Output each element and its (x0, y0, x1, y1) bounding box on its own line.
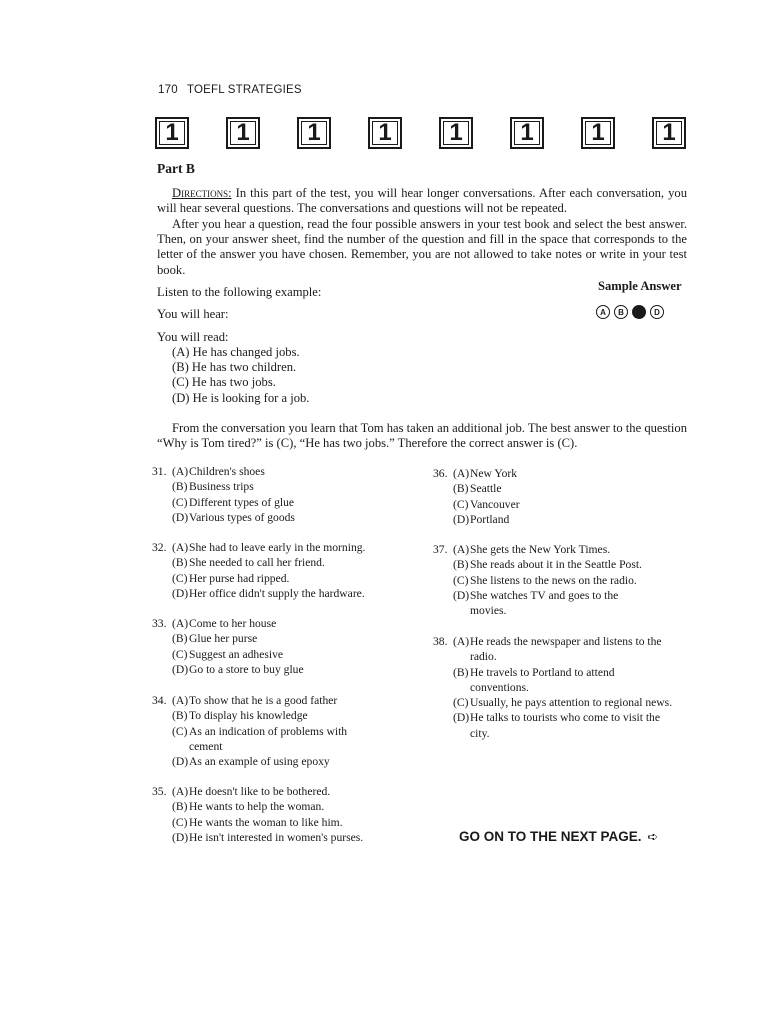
question-34: 34. (A) To show that he is a good father (B) To display his knowledge (C) As an indication of problems with cement (D) As an example of using epoxy (152, 694, 348, 769)
section-box: 1 (155, 117, 189, 149)
answer-bubble-c-filled: C (632, 305, 646, 319)
listen-instruction: Listen to the following example: (157, 285, 322, 299)
section-number-boxes (155, 117, 689, 153)
example-explanation: From the conversation you learn that Tom has taken an additional job. The best answer to the question “Why is Tom tired?” is (C), “He has two jobs.” Therefore the correct answer is (C). (157, 421, 687, 451)
example-option: (B) He has two children. (172, 360, 297, 375)
directions-paragraph-2: After you hear a question, read the four possible answers in your test book and select the best answer. Then, on your answer sheet, find the number of the question and fill in the space that corresponds to the letter of the answer you have chosen. Remember, you are not allowed to take notes or write in your test book. (157, 217, 687, 277)
go-on-next-page (459, 829, 658, 845)
directions-text-1: In this part of the test, you will hear longer conversations. After each conversation, you will hear several questions. The conversations and questions will not be repeated. (157, 186, 687, 216)
you-will-read: You will read: (157, 330, 229, 344)
question-38: 38. (A) He reads the newspaper and listens to the radio. (B) He travels to Portland to attend conventions. (C) Usually, he pays attention to regional news. (D) He talks to tourists who come to visit the city. (433, 635, 673, 740)
section-box: 1 (652, 117, 686, 149)
running-head (158, 84, 302, 96)
section-box: 1 (297, 117, 331, 149)
arrow-right-icon: ➪ (647, 829, 659, 844)
sample-answer-label: Sample Answer (598, 279, 682, 293)
section-box: 1 (226, 117, 260, 149)
question-37: 37. (A) She gets the New York Times. (B) She reads about it in the Seattle Post. (C) She listens to the news on the radio. (D) She watches TV and goes to the movies. (433, 543, 642, 618)
section-box: 1 (439, 117, 473, 149)
part-title: Part B (157, 161, 195, 176)
question-33: 33. (A) Come to her house (B) Glue her purse (C) Suggest an adhesive (D) Go to a store to buy glue (152, 617, 304, 676)
section-box: 1 (581, 117, 615, 149)
answer-bubble-a: A (596, 305, 610, 319)
directions-label: Directions: (172, 186, 232, 200)
answer-bubble-b: B (614, 305, 628, 319)
example-option: (C) He has two jobs. (172, 375, 276, 390)
section-box: 1 (368, 117, 402, 149)
running-title: TOEFL STRATEGIES (186, 84, 302, 96)
answer-bubble-d: D (650, 305, 664, 319)
question-36: 36. (A) New York (B) Seattle (C) Vancouver (D) Portland (433, 467, 520, 526)
page-number: 170 (158, 84, 178, 96)
sample-answer-bubbles (596, 305, 664, 319)
question-32: 32. (A) She had to leave early in the morning. (B) She needed to call her friend. (C) Her purse had ripped. (D) Her office didn't supply the hardware. (152, 541, 366, 600)
example-option: (D) He is looking for a job. (172, 390, 310, 405)
directions-paragraph-1 (157, 186, 687, 216)
example-option: (A) He has changed jobs. (172, 345, 300, 359)
question-31: 31. (A) Children's shoes (B) Business trips (C) Different types of glue (D) Various types of goods (152, 465, 295, 524)
next-page-text: GO ON TO THE NEXT PAGE. (459, 829, 642, 844)
you-will-hear: You will hear: (157, 307, 229, 321)
question-35: 35. (A) He doesn't like to be bothered. (B) He wants to help the woman. (C) He wants the woman to like him. (D) He isn't interested in women's purses. (152, 785, 364, 844)
example-options (172, 345, 309, 406)
section-box: 1 (510, 117, 544, 149)
